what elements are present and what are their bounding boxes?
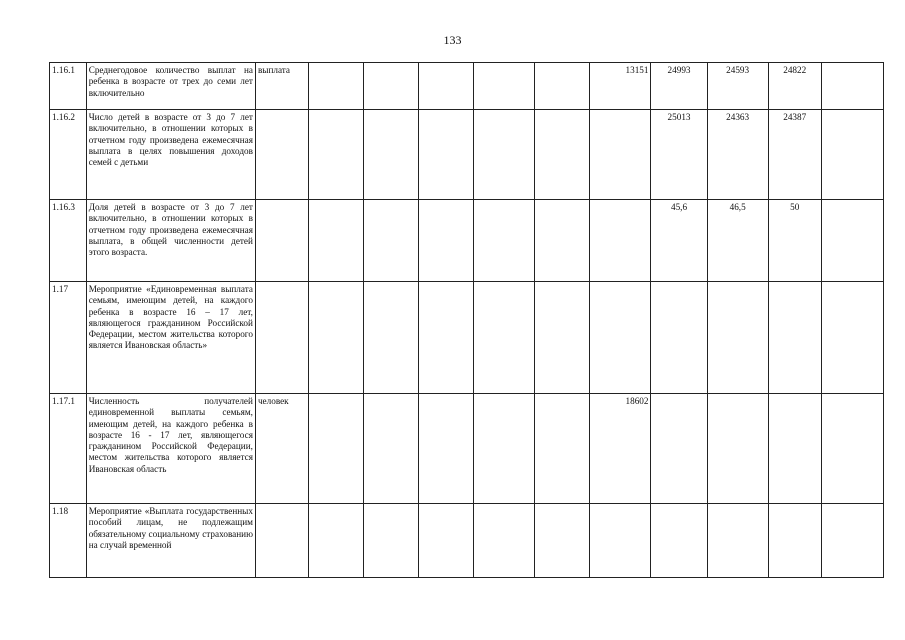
empty-cell [308,504,363,578]
empty-cell [308,110,363,200]
value-cell: 24593 [707,63,768,110]
empty-cell [419,110,474,200]
empty-cell [821,63,883,110]
value-cell [707,282,768,394]
empty-cell [474,63,535,110]
empty-cell [419,282,474,394]
table-row [50,110,884,200]
page-number: 133 [443,33,462,47]
empty-cell [821,110,883,200]
empty-cell [364,394,419,504]
value-cell: 50 [768,200,821,282]
value-cell [590,110,651,200]
value-cell [651,282,707,394]
value-cell: 45,6 [651,200,707,282]
empty-cell [474,282,535,394]
row-number: 1.17 [50,282,87,394]
empty-cell [364,200,419,282]
row-name: Мероприятие «Выплата государственных пособий лицам, не подлежащим обязательному социальному страхованию на случай временной [86,504,255,578]
table-row [50,504,884,578]
empty-cell [535,200,590,282]
empty-cell [821,394,883,504]
empty-cell [308,282,363,394]
value-cell: 24363 [707,110,768,200]
row-unit: выплата [255,63,308,110]
empty-cell [474,200,535,282]
empty-cell [419,63,474,110]
empty-cell [535,504,590,578]
empty-cell [474,394,535,504]
empty-cell [821,504,883,578]
value-cell: 13151 [590,63,651,110]
empty-cell [308,200,363,282]
empty-cell [535,110,590,200]
table-row [50,63,884,110]
empty-cell [419,200,474,282]
value-cell: 24387 [768,110,821,200]
value-cell [651,394,707,504]
empty-cell [821,282,883,394]
value-cell: 18602 [590,394,651,504]
row-unit: человек [255,394,308,504]
row-name: Число детей в возрасте от 3 до 7 лет включительно, в отношении которых в отчетном году произведена ежемесячная выплата в целях повышения доходов семей с детьми [86,110,255,200]
row-unit [255,200,308,282]
table-row [50,394,884,504]
row-name: Численность получателей единовременной выплаты семьям, имеющим детей, на каждого ребенка в возрасте 16 - 17 лет, являющегося гражданином Российской Федерации, местом жительства которого является Ивановская область [86,394,255,504]
empty-cell [364,504,419,578]
value-cell [590,200,651,282]
row-unit [255,110,308,200]
empty-cell [364,110,419,200]
row-unit [255,282,308,394]
row-unit [255,504,308,578]
row-name: Мероприятие «Единовременная выплата семьям, имеющим детей, на каждого ребенка в возрасте 16 – 17 лет, являющегося гражданином Российской Федерации, местом жительства которого является Ивановская область» [86,282,255,394]
value-cell: 25013 [651,110,707,200]
row-number: 1.16.1 [50,63,87,110]
empty-cell [419,394,474,504]
empty-cell [474,110,535,200]
value-cell: 24822 [768,63,821,110]
empty-cell [535,63,590,110]
empty-cell [419,504,474,578]
value-cell [707,394,768,504]
empty-cell [364,63,419,110]
value-cell: 24993 [651,63,707,110]
table-row [50,282,884,394]
indicators-table [49,62,884,578]
empty-cell [821,200,883,282]
table-row [50,200,884,282]
empty-cell [535,282,590,394]
empty-cell [535,394,590,504]
row-number: 1.17.1 [50,394,87,504]
empty-cell [308,63,363,110]
value-cell [768,394,821,504]
empty-cell [474,504,535,578]
row-number: 1.16.2 [50,110,87,200]
row-name: Доля детей в возрасте от 3 до 7 лет включительно, в отношении которых в отчетном году произведена ежемесячная выплата, в общей численности детей этого возраста. [86,200,255,282]
value-cell [590,504,651,578]
value-cell [707,504,768,578]
value-cell [768,504,821,578]
row-number: 1.16.3 [50,200,87,282]
row-name: Среднегодовое количество выплат на ребенка в возрасте от трех до семи лет включительно [86,63,255,110]
value-cell [768,282,821,394]
value-cell [651,504,707,578]
row-number: 1.18 [50,504,87,578]
empty-cell [364,282,419,394]
value-cell [590,282,651,394]
empty-cell [308,394,363,504]
value-cell: 46,5 [707,200,768,282]
